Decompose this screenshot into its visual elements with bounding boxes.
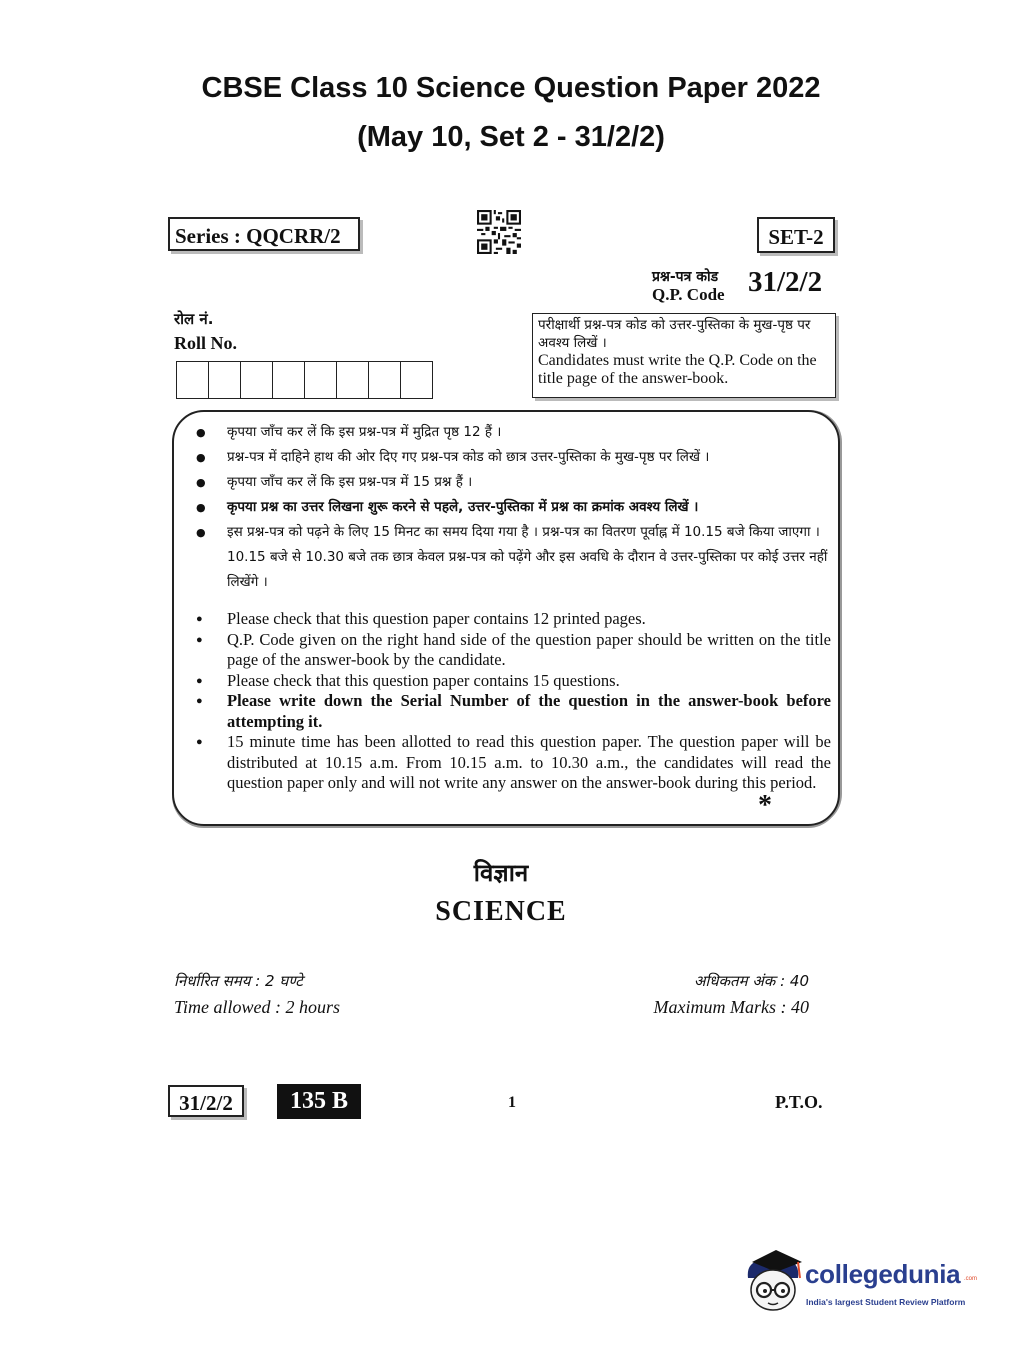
time-allowed: Time allowed : 2 hours [174, 997, 341, 1017]
instruction-english-item: ● 15 minute time has been allotted to read this question paper. The question paper will be distributed at 10.15 a.m. From 10.15 a.m. to 10.30 a.m., the candidates will read the question paper only and will not write any answer on the answer-book during this period. [196, 732, 831, 794]
candidate-note-box [532, 313, 836, 398]
instruction-hindi-item: ● कृपया प्रश्न का उत्तर लिखना शुरू करने से पहले, उत्तर-पुस्तिका में प्रश्न का क्रमांक अवश्य लिखें । [196, 495, 831, 520]
roll-no-cell [177, 362, 209, 398]
roll-no-cell [273, 362, 305, 398]
max-marks: Maximum Marks : 40 [653, 997, 809, 1017]
instruction-hindi-item: ● प्रश्न-पत्र में दाहिने हाथ की ओर दिए गए प्रश्न-पत्र कोड को छात्र उत्तर-पुस्तिका के मुख-पृष्ठ पर लिखें । [196, 445, 831, 470]
qp-code-label: Q.P. Code [652, 285, 725, 304]
logo-tagline: India's largest Student Review Platform [806, 1297, 966, 1307]
instructions-english [196, 609, 831, 794]
roll-no-cell [401, 362, 432, 398]
instructions-hindi [196, 420, 831, 595]
instruction-english-item: ● Please check that this question paper contains 15 questions. [196, 671, 831, 692]
asterisk-mark: * [758, 790, 772, 821]
roll-no-cell [337, 362, 369, 398]
max-marks-hindi: अधिकतम अंक : 40 [693, 972, 809, 990]
roll-no-cell [241, 362, 273, 398]
logo-wordmark: collegedunia [805, 1259, 961, 1289]
document-title: CBSE Class 10 Science Question Paper 2022 [201, 72, 821, 104]
pto-label: P.T.O. [775, 1092, 823, 1112]
page-number: 1 [508, 1094, 516, 1111]
instruction-english-item: ● Q.P. Code given on the right hand side of the question paper should be written on the title page of the answer-book by the candidate. [196, 630, 831, 671]
footer-code-b: 135 B [277, 1084, 361, 1119]
time-allowed-hindi: निर्धारित समय : 2 घण्टे [174, 972, 303, 990]
roll-no-boxes [176, 361, 433, 399]
qp-code-value: 31/2/2 [748, 266, 823, 298]
roll-no-cell [209, 362, 241, 398]
set-label: SET-2 [757, 217, 835, 253]
candidate-note-hindi: परीक्षार्थी प्रश्न-पत्र कोड को उत्तर-पुस्तिका के मुख-पृष्ठ पर अवश्य लिखें । [538, 317, 811, 351]
qp-code-label-hindi: प्रश्न-पत्र कोड [652, 269, 719, 285]
instruction-english-item: ● Please write down the Serial Number of the question in the answer-book before attempting it. [196, 691, 831, 732]
instruction-hindi-item: ● कृपया जाँच कर लें कि इस प्रश्न-पत्र में मुद्रित पृष्ठ 12 हैं । [196, 420, 831, 445]
instructions-box [172, 410, 840, 826]
instruction-hindi-item: ● इस प्रश्न-पत्र को पढ़ने के लिए 15 मिनट का समय दिया गया है । प्रश्न-पत्र का वितरण पूर्वाह्न में 10.15 बजे किया जाएगा । 10.15 बजे से 10.30 बजे तक छात्र केवल प्रश्न-पत्र को पढ़ेंगे और इस अवधि के दौरान वे उत्तर-पुस्तिका पर कोई उत्तर नहीं लिखेंगे । [196, 520, 831, 595]
roll-no-label: Roll No. [174, 333, 237, 353]
roll-no-cell [369, 362, 401, 398]
roll-no-label-hindi: रोल नं. [174, 310, 214, 328]
qr-code-icon [477, 210, 521, 254]
series-label: Series : QQCRR/2 [168, 217, 360, 251]
instruction-english-item: ● Please check that this question paper contains 12 printed pages. [196, 609, 831, 630]
svg-text:.com: .com [964, 1276, 978, 1282]
footer-qp-code: 31/2/2 [168, 1085, 244, 1117]
subject-title-hindi: विज्ञान [473, 859, 529, 887]
instruction-hindi-item: ● कृपया जाँच कर लें कि इस प्रश्न-पत्र में 15 प्रश्न हैं । [196, 470, 831, 495]
subject-title: SCIENCE [435, 896, 567, 927]
roll-no-cell [305, 362, 337, 398]
document-subtitle: (May 10, Set 2 - 31/2/2) [357, 121, 665, 153]
candidate-note-english: Candidates must write the Q.P. Code on the title page of the answer-book. [538, 352, 817, 387]
